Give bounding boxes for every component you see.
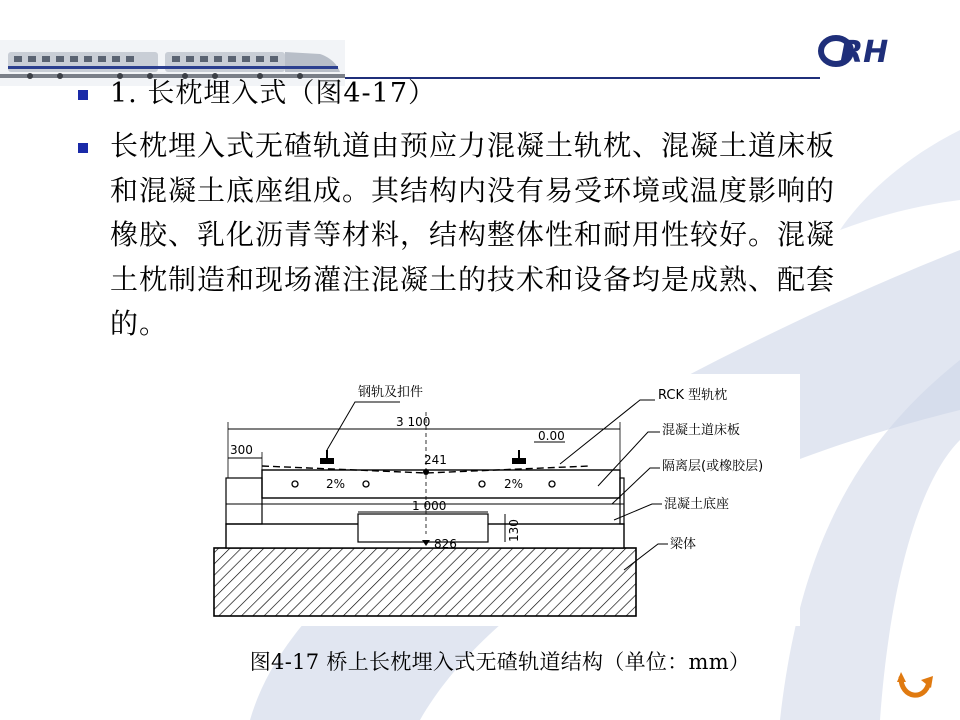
label-rail: 钢轨及扣件	[358, 385, 424, 400]
bullet-list	[72, 72, 862, 347]
label-beam: 梁体	[670, 537, 697, 552]
slope-left: 2%	[326, 477, 346, 491]
bullet-square-icon	[78, 90, 88, 100]
label-base: 混凝土底座	[664, 497, 730, 512]
label-sleeper: RCK 型轨枕	[658, 388, 728, 403]
bullet-item-2	[72, 124, 862, 347]
label-slab: 混凝土道床板	[662, 423, 741, 438]
beam-body	[214, 548, 636, 616]
rail-left	[320, 458, 334, 464]
crh-logo	[818, 30, 910, 72]
label-isolation: 隔离层(或橡胶层)	[662, 459, 764, 474]
dim-depth: 826	[434, 537, 457, 551]
bullet-square-icon	[78, 143, 88, 153]
track-slab	[262, 470, 620, 498]
rail-right	[512, 458, 526, 464]
bullet-text: 1. 长枕埋入式（图4-17）	[110, 78, 437, 109]
dim-elevation: 0.00	[538, 429, 565, 443]
dim-center: 241	[424, 453, 447, 467]
figure-caption: 图4-17 桥上长枕埋入式无碴轨道结构（单位：mm）	[249, 650, 751, 674]
return-arrow-icon[interactable]	[895, 668, 937, 706]
center-step	[358, 514, 488, 542]
dim-base-width: 1 000	[412, 499, 447, 513]
track-structure-diagram	[200, 374, 800, 626]
slope-right: 2%	[504, 477, 524, 491]
dim-total-width: 3 100	[396, 415, 431, 429]
dim-thickness: 130	[507, 519, 521, 542]
bullet-text: 长枕埋入式无碴轨道由预应力混凝土轨枕、混凝土道床板和混凝土底座组成。其结构内没有易受环境或温度影响的橡胶、乳化沥青等材料，结构整体性和耐用性较好。混凝土枕制造和现场灌注混凝土的技术和设备均是成熟、配套的。	[110, 129, 836, 340]
svg-text:RH: RH	[840, 35, 889, 70]
bullet-item-1	[72, 72, 862, 116]
dim-edge: 300	[230, 443, 253, 457]
